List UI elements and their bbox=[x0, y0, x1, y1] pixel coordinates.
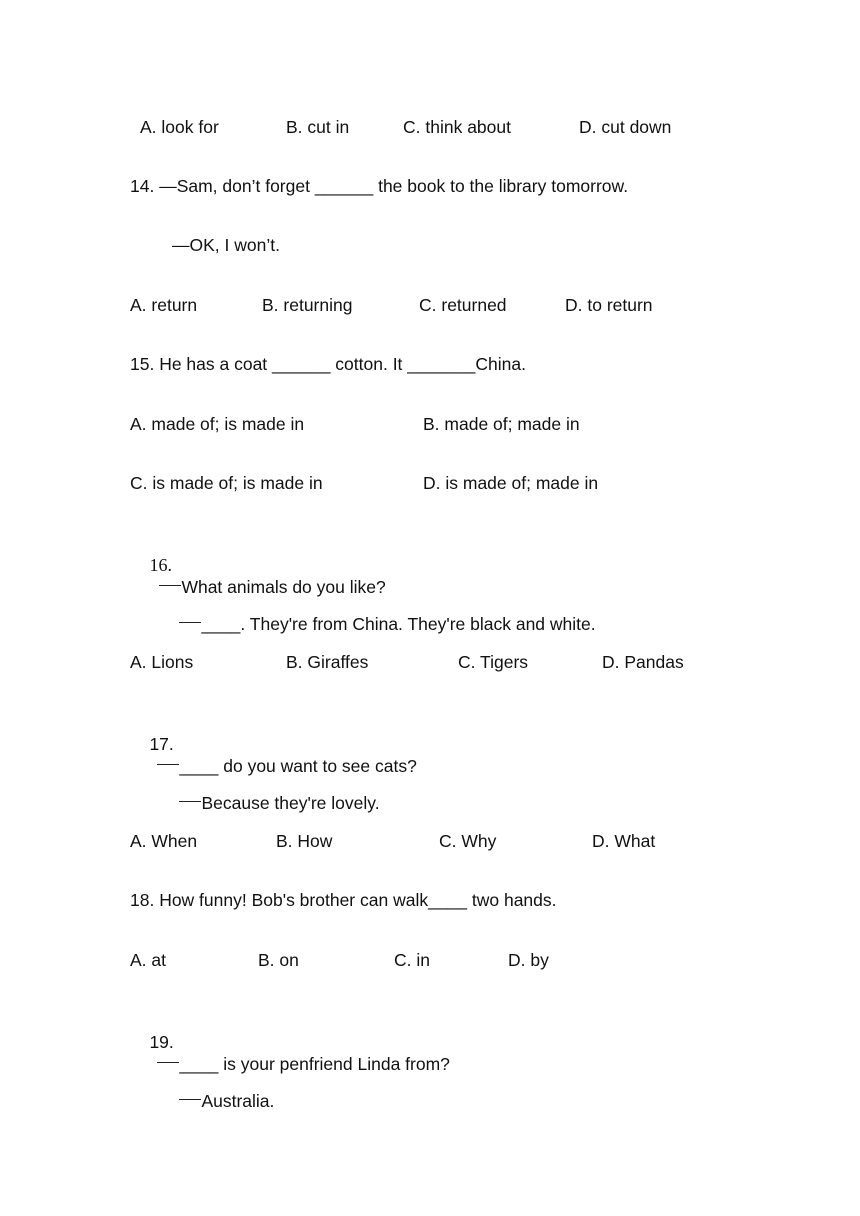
q19-reply: Australia. bbox=[201, 1091, 275, 1111]
q17-option-c: C. Why bbox=[439, 831, 497, 851]
q16-reply-line bbox=[160, 591, 596, 634]
q13-option-a: A. look for bbox=[140, 117, 219, 137]
q14-option-b: B. returning bbox=[262, 295, 353, 315]
q17-option-b: B. How bbox=[276, 831, 333, 851]
q15-stem: 15. He has a coat ______ cotton. It _______China. bbox=[130, 354, 526, 374]
q17-stem: ____ do you want to see cats? bbox=[179, 756, 417, 776]
q17-reply: Because they're lovely. bbox=[201, 793, 380, 813]
q16-number: 16. bbox=[149, 555, 172, 575]
q15-option-c: C. is made of; is made in bbox=[130, 473, 323, 493]
q14-option-c: C. returned bbox=[419, 295, 507, 315]
q16-stem: What animals do you like? bbox=[181, 577, 386, 597]
q18-option-d: D. by bbox=[508, 950, 549, 970]
q15-option-a: A. made of; is made in bbox=[130, 414, 305, 434]
q13-option-c: C. think about bbox=[403, 117, 511, 137]
dash-mark bbox=[157, 764, 179, 765]
q15-option-d: D. is made of; made in bbox=[423, 473, 599, 493]
dash-mark bbox=[157, 1062, 179, 1063]
q18-option-a: A. at bbox=[130, 950, 166, 970]
q18-option-c: C. in bbox=[394, 950, 430, 970]
q16-option-d: D. Pandas bbox=[602, 652, 684, 672]
q17-reply-line bbox=[160, 770, 380, 813]
q17-stem-line bbox=[130, 711, 417, 776]
dash-mark bbox=[179, 1099, 201, 1100]
q16-option-c: C. Tigers bbox=[458, 652, 529, 672]
dash-mark bbox=[179, 801, 201, 802]
q19-stem-line bbox=[130, 1009, 450, 1074]
q14-reply: —OK, I won’t. bbox=[172, 235, 280, 255]
q16-option-a: A. Lions bbox=[130, 652, 194, 672]
q15-option-b: B. made of; made in bbox=[423, 414, 580, 434]
dash-mark bbox=[159, 585, 181, 586]
q19-stem: ____ is your penfriend Linda from? bbox=[179, 1054, 450, 1074]
q16-reply: ____. They're from China. They're black and white. bbox=[201, 614, 596, 634]
q18-stem: 18. How funny! Bob's brother can walk____ two hands. bbox=[130, 890, 557, 910]
dash-mark bbox=[179, 622, 201, 623]
q19-reply-line bbox=[160, 1068, 275, 1111]
q17-number: 17. bbox=[149, 734, 174, 754]
q13-option-b: B. cut in bbox=[286, 117, 350, 137]
q14-option-d: D. to return bbox=[565, 295, 653, 315]
q17-option-a: A. When bbox=[130, 831, 198, 851]
q14-stem: 14. —Sam, don’t forget ______ the book to the library tomorrow. bbox=[130, 176, 629, 196]
q19-number: 19. bbox=[149, 1032, 174, 1052]
q18-option-b: B. on bbox=[258, 950, 299, 970]
q16-stem-line bbox=[130, 532, 386, 597]
q14-option-a: A. return bbox=[130, 295, 198, 315]
q13-option-d: D. cut down bbox=[579, 117, 672, 137]
q17-option-d: D. What bbox=[592, 831, 656, 851]
q16-option-b: B. Giraffes bbox=[286, 652, 369, 672]
